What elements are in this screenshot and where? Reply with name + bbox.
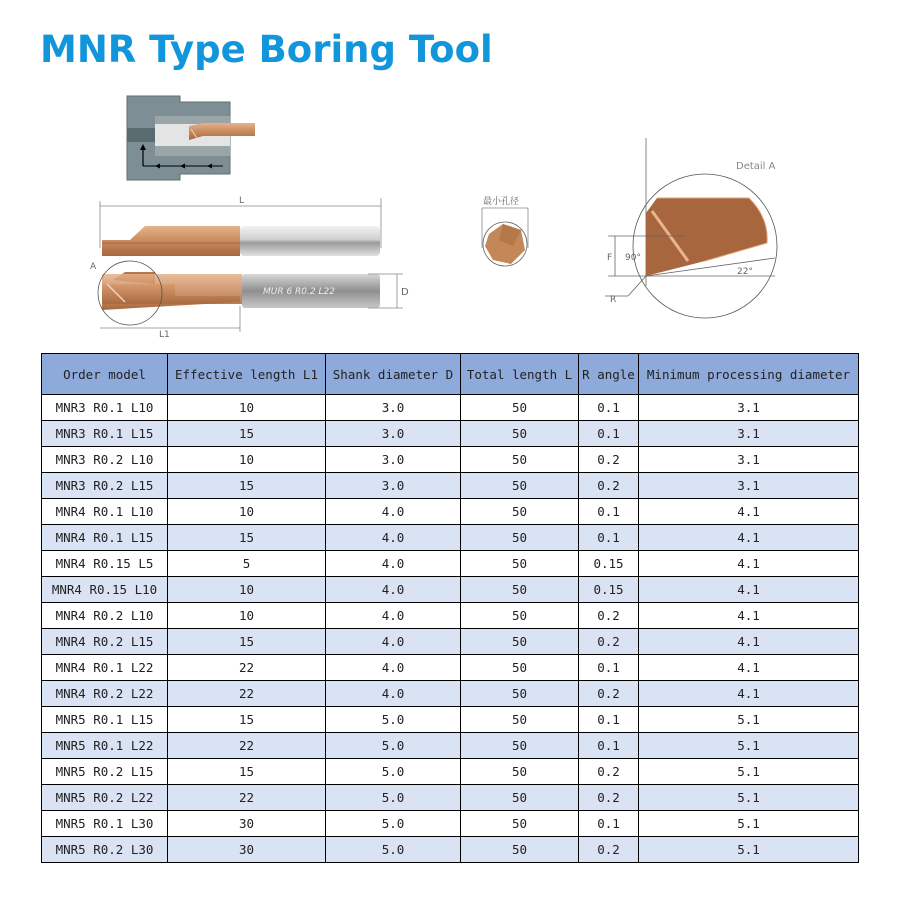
cell-shank-diameter: 5.0 <box>326 811 461 837</box>
cell-total-length: 50 <box>461 629 579 655</box>
boring-tool-diagram-svg <box>85 88 815 346</box>
cell-r-angle: 0.1 <box>579 525 639 551</box>
cell-order-model: MNR4 R0.2 L10 <box>42 603 168 629</box>
svg-text:22°: 22° <box>737 267 753 277</box>
cell-order-model: MNR4 R0.2 L15 <box>42 629 168 655</box>
column-header-min-diameter: Minimum processing diameter <box>639 354 859 395</box>
table-row <box>42 603 859 629</box>
cell-total-length: 50 <box>461 525 579 551</box>
cell-effective-length: 22 <box>168 785 326 811</box>
cell-total-length: 50 <box>461 681 579 707</box>
cell-shank-diameter: 4.0 <box>326 525 461 551</box>
cell-shank-diameter: 5.0 <box>326 837 461 863</box>
cell-effective-length: 30 <box>168 837 326 863</box>
cell-shank-diameter: 4.0 <box>326 499 461 525</box>
table-row <box>42 421 859 447</box>
table-row <box>42 759 859 785</box>
cell-r-angle: 0.1 <box>579 733 639 759</box>
cell-min-diameter: 3.1 <box>639 421 859 447</box>
cell-total-length: 50 <box>461 707 579 733</box>
cell-r-angle: 0.15 <box>579 577 639 603</box>
cell-order-model: MNR3 R0.1 L15 <box>42 421 168 447</box>
cell-effective-length: 30 <box>168 811 326 837</box>
cell-min-diameter: 4.1 <box>639 603 859 629</box>
cell-shank-diameter: 5.0 <box>326 707 461 733</box>
table-row <box>42 499 859 525</box>
svg-text:90°: 90° <box>625 253 641 263</box>
cell-effective-length: 10 <box>168 577 326 603</box>
table-row <box>42 577 859 603</box>
cell-effective-length: 10 <box>168 447 326 473</box>
cell-r-angle: 0.2 <box>579 837 639 863</box>
table-row <box>42 707 859 733</box>
cell-r-angle: 0.1 <box>579 395 639 421</box>
cell-r-angle: 0.1 <box>579 811 639 837</box>
cell-min-diameter: 4.1 <box>639 551 859 577</box>
cell-total-length: 50 <box>461 551 579 577</box>
page-title: MNR Type Boring Tool <box>40 28 493 71</box>
cell-min-diameter: 4.1 <box>639 499 859 525</box>
cell-min-diameter: 4.1 <box>639 525 859 551</box>
workpiece-section-icon <box>127 96 255 180</box>
min-hole-diameter-icon <box>482 195 528 266</box>
svg-text:Detail A: Detail A <box>736 161 776 172</box>
cell-min-diameter: 3.1 <box>639 395 859 421</box>
cell-effective-length: 15 <box>168 759 326 785</box>
cell-total-length: 50 <box>461 837 579 863</box>
svg-text:最小孔径: 最小孔径 <box>483 197 520 207</box>
table-header-row <box>42 354 859 395</box>
cell-min-diameter: 5.1 <box>639 811 859 837</box>
cell-effective-length: 10 <box>168 603 326 629</box>
cell-effective-length: 22 <box>168 655 326 681</box>
cell-r-angle: 0.2 <box>579 785 639 811</box>
table-row <box>42 473 859 499</box>
cell-effective-length: 22 <box>168 733 326 759</box>
column-header-order-model: Order model <box>42 354 168 395</box>
svg-text:L1: L1 <box>159 330 170 340</box>
cell-total-length: 50 <box>461 447 579 473</box>
cell-shank-diameter: 3.0 <box>326 395 461 421</box>
table-row <box>42 629 859 655</box>
cell-r-angle: 0.2 <box>579 759 639 785</box>
table-row <box>42 395 859 421</box>
cell-min-diameter: 5.1 <box>639 707 859 733</box>
cell-r-angle: 0.2 <box>579 681 639 707</box>
cell-order-model: MNR3 R0.1 L10 <box>42 395 168 421</box>
column-header-r-angle: R angle <box>579 354 639 395</box>
cell-min-diameter: 4.1 <box>639 655 859 681</box>
cell-shank-diameter: 5.0 <box>326 785 461 811</box>
cell-shank-diameter: 4.0 <box>326 629 461 655</box>
cell-order-model: MNR5 R0.1 L22 <box>42 733 168 759</box>
svg-text:MUR 6 R0.2 L22: MUR 6 R0.2 L22 <box>263 287 335 297</box>
cell-r-angle: 0.2 <box>579 473 639 499</box>
cell-min-diameter: 3.1 <box>639 473 859 499</box>
cell-order-model: MNR4 R0.1 L15 <box>42 525 168 551</box>
cell-r-angle: 0.1 <box>579 707 639 733</box>
cell-shank-diameter: 4.0 <box>326 577 461 603</box>
cell-min-diameter: 5.1 <box>639 733 859 759</box>
cell-min-diameter: 4.1 <box>639 629 859 655</box>
cell-min-diameter: 4.1 <box>639 681 859 707</box>
cell-total-length: 50 <box>461 603 579 629</box>
cell-min-diameter: 3.1 <box>639 447 859 473</box>
cell-min-diameter: 5.1 <box>639 837 859 863</box>
table-row <box>42 551 859 577</box>
cell-order-model: MNR4 R0.15 L10 <box>42 577 168 603</box>
cell-order-model: MNR5 R0.2 L15 <box>42 759 168 785</box>
cell-r-angle: 0.2 <box>579 629 639 655</box>
column-header-effective-length: Effective length L1 <box>168 354 326 395</box>
tool-front-view-icon <box>90 261 409 340</box>
cell-total-length: 50 <box>461 811 579 837</box>
detail-a-icon <box>605 138 777 318</box>
cell-effective-length: 15 <box>168 707 326 733</box>
svg-text:A: A <box>90 262 97 272</box>
column-header-shank-diameter: Shank diameter D <box>326 354 461 395</box>
cell-effective-length: 15 <box>168 525 326 551</box>
cell-order-model: MNR4 R0.15 L5 <box>42 551 168 577</box>
cell-order-model: MNR5 R0.1 L30 <box>42 811 168 837</box>
cell-effective-length: 15 <box>168 421 326 447</box>
cell-r-angle: 0.1 <box>579 421 639 447</box>
cell-order-model: MNR4 R0.1 L10 <box>42 499 168 525</box>
cell-effective-length: 10 <box>168 499 326 525</box>
cell-shank-diameter: 4.0 <box>326 603 461 629</box>
cell-order-model: MNR3 R0.2 L10 <box>42 447 168 473</box>
cell-total-length: 50 <box>461 395 579 421</box>
cell-total-length: 50 <box>461 473 579 499</box>
cell-effective-length: 10 <box>168 395 326 421</box>
cell-shank-diameter: 4.0 <box>326 681 461 707</box>
tool-side-view-icon <box>100 196 381 256</box>
svg-text:F: F <box>607 253 613 263</box>
column-header-total-length: Total length L <box>461 354 579 395</box>
cell-total-length: 50 <box>461 785 579 811</box>
svg-text:L: L <box>239 196 245 206</box>
cell-order-model: MNR4 R0.2 L22 <box>42 681 168 707</box>
cell-order-model: MNR5 R0.2 L30 <box>42 837 168 863</box>
cell-min-diameter: 4.1 <box>639 577 859 603</box>
cell-shank-diameter: 4.0 <box>326 655 461 681</box>
cell-order-model: MNR5 R0.1 L15 <box>42 707 168 733</box>
cell-effective-length: 22 <box>168 681 326 707</box>
cell-total-length: 50 <box>461 577 579 603</box>
table-row <box>42 785 859 811</box>
cell-shank-diameter: 3.0 <box>326 421 461 447</box>
cell-total-length: 50 <box>461 655 579 681</box>
cell-min-diameter: 5.1 <box>639 759 859 785</box>
cell-order-model: MNR3 R0.2 L15 <box>42 473 168 499</box>
cell-effective-length: 15 <box>168 473 326 499</box>
cell-r-angle: 0.1 <box>579 499 639 525</box>
cell-r-angle: 0.15 <box>579 551 639 577</box>
cell-total-length: 50 <box>461 499 579 525</box>
cell-r-angle: 0.2 <box>579 447 639 473</box>
cell-order-model: MNR5 R0.2 L22 <box>42 785 168 811</box>
table-row <box>42 655 859 681</box>
svg-text:D: D <box>401 287 409 298</box>
cell-shank-diameter: 5.0 <box>326 759 461 785</box>
table-row <box>42 837 859 863</box>
cell-effective-length: 15 <box>168 629 326 655</box>
table-row <box>42 811 859 837</box>
cell-total-length: 50 <box>461 733 579 759</box>
cell-shank-diameter: 4.0 <box>326 551 461 577</box>
table-row <box>42 681 859 707</box>
cell-total-length: 50 <box>461 421 579 447</box>
cell-shank-diameter: 5.0 <box>326 733 461 759</box>
cell-min-diameter: 5.1 <box>639 785 859 811</box>
table-row <box>42 733 859 759</box>
tool-diagrams <box>85 88 815 346</box>
specification-table <box>41 353 859 863</box>
cell-effective-length: 5 <box>168 551 326 577</box>
cell-r-angle: 0.2 <box>579 603 639 629</box>
table-row <box>42 525 859 551</box>
svg-text:R: R <box>610 295 617 305</box>
cell-order-model: MNR4 R0.1 L22 <box>42 655 168 681</box>
cell-shank-diameter: 3.0 <box>326 447 461 473</box>
cell-shank-diameter: 3.0 <box>326 473 461 499</box>
cell-r-angle: 0.1 <box>579 655 639 681</box>
table-row <box>42 447 859 473</box>
cell-total-length: 50 <box>461 759 579 785</box>
